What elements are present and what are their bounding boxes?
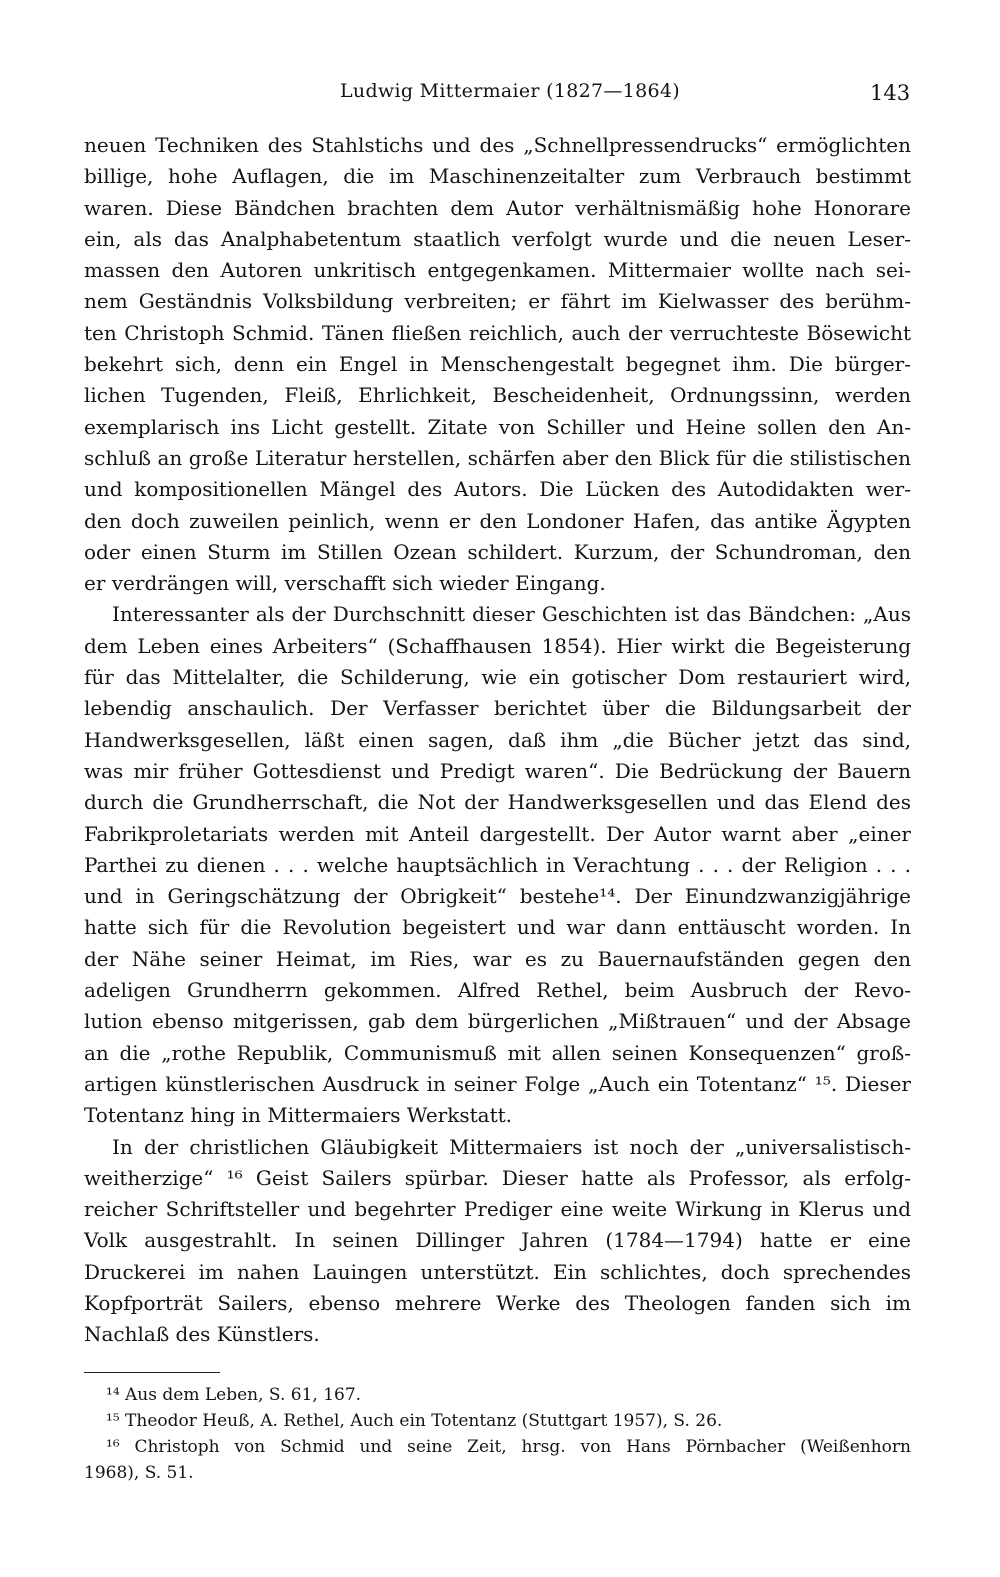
text-line: reicher Schriftsteller und begehrter Prediger eine weite Wirkung in Klerus und bbox=[84, 1197, 911, 1222]
text-line: Nachlaß des Künstlers. bbox=[84, 1322, 320, 1347]
footnote: ¹⁴ Aus dem Leben, S. 61, 167. bbox=[106, 1385, 362, 1405]
text-line: dem Leben eines Arbeiters“ (Schaffhausen 1854). Hier wirkt die Begeisterung bbox=[84, 633, 911, 658]
page-number: 143 bbox=[870, 81, 911, 105]
footnote: ¹⁵ Theodor Heuß, A. Rethel, Auch ein Totentanz (Stuttgart 1957), S. 26. bbox=[106, 1411, 723, 1431]
text-line: lution ebenso mitgerissen, gab dem bürgerlichen „Mißtrauen“ und der Absage bbox=[84, 1009, 911, 1034]
text-line: und in Geringschätzung der Obrigkeit“ bestehe¹⁴. Der Einundzwanzigjährige bbox=[84, 884, 911, 909]
text-line: adeligen Grundherrn gekommen. Alfred Rethel, beim Ausbruch der Revo- bbox=[84, 978, 911, 1003]
text-line: Totentanz hing in Mittermaiers Werkstatt. bbox=[84, 1103, 513, 1128]
text-line: den doch zuweilen peinlich, wenn er den Londoner Hafen, das antike Ägypten bbox=[84, 508, 911, 533]
text-line: schluß an große Literatur herstellen, schärfen aber den Blick für die stilistischen bbox=[84, 445, 911, 470]
text-line: Parthei zu dienen . . . welche hauptsächlich in Verachtung . . . der Religion . . . bbox=[84, 852, 911, 877]
text-line: der Nähe seiner Heimat, im Ries, war es zu Bauernaufständen gegen den bbox=[84, 946, 911, 971]
text-line: Handwerksgesellen, läßt einen sagen, daß ihm „die Bücher jetzt das sind, bbox=[84, 727, 911, 752]
text-line: weitherzige“ ¹⁶ Geist Sailers spürbar. Dieser hatte als Professor, als erfolg- bbox=[84, 1165, 911, 1190]
text-line: durch die Grundherrschaft, die Not der Handwerksgesellen und das Elend des bbox=[84, 790, 911, 815]
text-line: neuen Techniken des Stahlstichs und des „Schnellpressendrucks“ ermöglichten bbox=[84, 133, 911, 157]
running-head bbox=[0, 80, 1000, 110]
footnote-continuation: 1968), S. 51. bbox=[84, 1463, 194, 1483]
text-line: ein, als das Analphabetentum staatlich verfolgt wurde und die neuen Leser- bbox=[84, 226, 911, 251]
text-line: lichen Tugenden, Fleiß, Ehrlichkeit, Bescheidenheit, Ordnungssinn, werden bbox=[84, 383, 911, 408]
text-line: und kompositionellen Mängel des Autors. Die Lücken des Autodidakten wer- bbox=[84, 477, 911, 502]
text-line: massen den Autoren unkritisch entgegenkamen. Mittermaier wollte nach sei- bbox=[84, 258, 911, 283]
text-line: ten Christoph Schmid. Tänen fließen reichlich, auch der verruchteste Bösewicht bbox=[84, 320, 911, 345]
text-line: an die „rothe Republik, Communismuß mit allen seinen Konsequenzen“ groß- bbox=[84, 1040, 911, 1065]
text-line: bekehrt sich, denn ein Engel in Menschengestalt begegnet ihm. Die bürger- bbox=[84, 352, 911, 377]
text-line: oder einen Sturm im Stillen Ozean schildert. Kurzum, der Schundroman, den bbox=[84, 539, 911, 564]
body-text bbox=[84, 130, 911, 1351]
footnote-divider bbox=[84, 1372, 220, 1373]
text-line: Druckerei im nahen Lauingen unterstützt. Ein schlichtes, doch sprechendes bbox=[84, 1259, 911, 1284]
paragraph bbox=[84, 130, 911, 599]
text-line: billige, hohe Auflagen, die im Maschinenzeitalter zum Verbrauch bestimmt bbox=[84, 164, 911, 189]
text-line: für das Mittelalter, die Schilderung, wie ein gotischer Dom restauriert wird, bbox=[84, 665, 911, 690]
text-line: waren. Diese Bändchen brachten dem Autor verhältnismäßig hohe Honorare bbox=[84, 195, 911, 220]
text-line: Volk ausgestrahlt. In seinen Dillinger Jahren (1784—1794) hatte er eine bbox=[84, 1228, 911, 1253]
text-line: Fabrikproletariats werden mit Anteil dargestellt. Der Autor warnt aber „einer bbox=[84, 821, 911, 846]
text-line: nem Geständnis Volksbildung verbreiten; er fährt im Kielwasser des berühm- bbox=[84, 289, 911, 314]
paragraph bbox=[84, 1132, 911, 1351]
text-line: er verdrängen will, verschafft sich wieder Eingang. bbox=[84, 571, 606, 596]
text-line: In der christlichen Gläubigkeit Mittermaiers ist noch der „universalistisch- bbox=[112, 1134, 911, 1159]
running-title: Ludwig Mittermaier (1827—1864) bbox=[339, 80, 680, 102]
footnotes bbox=[84, 1382, 911, 1486]
text-line: was mir früher Gottesdienst und Predigt waren“. Die Bedrückung der Bauern bbox=[84, 758, 911, 783]
text-line: hatte sich für die Revolution begeistert und war dann enttäuscht worden. In bbox=[84, 915, 911, 940]
footnote: ¹⁶ Christoph von Schmid und seine Zeit, hrsg. von Hans Pörnbacher (Weißenhorn bbox=[106, 1437, 911, 1457]
text-line: artigen künstlerischen Ausdruck in seiner Folge „Auch ein Totentanz“ ¹⁵. Dieser bbox=[84, 1071, 911, 1096]
text-line: Kopfporträt Sailers, ebenso mehrere Werke des Theologen fanden sich im bbox=[84, 1290, 911, 1315]
text-line: exemplarisch ins Licht gestellt. Zitate von Schiller und Heine sollen den An- bbox=[84, 414, 911, 439]
paragraph bbox=[84, 599, 911, 1131]
text-line: lebendig anschaulich. Der Verfasser berichtet über die Bildungsarbeit der bbox=[84, 696, 911, 721]
text-line: Interessanter als der Durchschnitt dieser Geschichten ist das Bändchen: „Aus bbox=[112, 602, 911, 627]
